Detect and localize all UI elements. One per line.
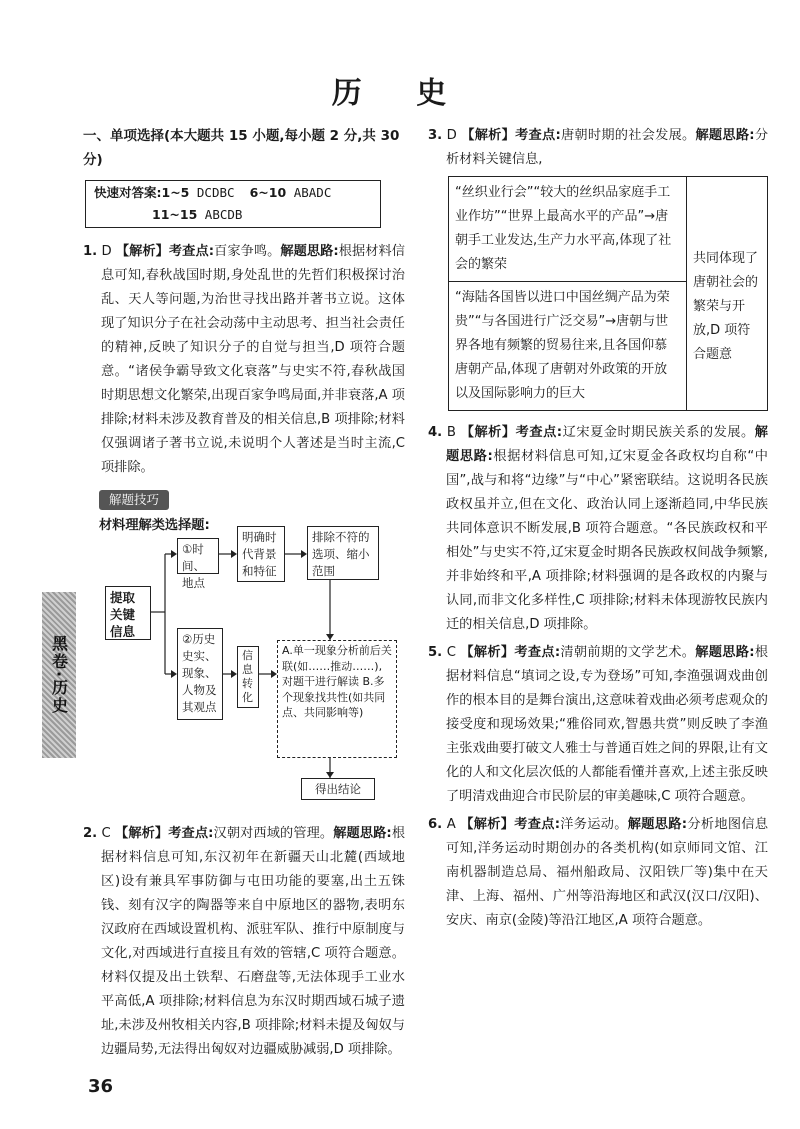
flow-diagram xyxy=(105,530,405,822)
history-facts-box: ②历史史实、现象、人物及其观点 xyxy=(177,628,223,720)
quick-answer-line-2: 11~15 ABCDB xyxy=(152,207,243,222)
table-cell-merged: 共同体现了唐朝社会的繁荣与开放,D 项符合题意 xyxy=(693,251,759,362)
table-cell-row-2: “海陆各国皆以进口中国丝绸产品为荣贵”“与各国进行广泛交易”→唐朝与世界各地有频繁的贸易往来,且各国仰慕唐朝产品,体现了唐朝对外政策的开放以及国际影响力的巨大 xyxy=(449,282,687,410)
right-column xyxy=(428,124,768,937)
question-4: 4. B 【解析】考查点:辽宋夏金时期民族关系的发展。解题思路:根据材料信息可知,辽宋夏金各政权均自称“中国”,战与和将“边缘”与“中心”紧密联结。这说明各民族政权虽并立,但在文化、政治认同上逐渐趋同,中华民族共同体意识不断发展,B 项符合题意。“各民族政权和平相处”与史实不符,辽宋夏金时期各民族政权间战争频繁,并非始终和平,A 项排除;材料强调的是各政权的内聚与认同,而非文化多样性,C 项排除;材料未体现游牧民族内迁的相关信息,D 项排除。 xyxy=(428,425,768,632)
extract-key-info-box: 提取关键信息 xyxy=(105,586,151,640)
analysis-methods-box: A.单一现象分析前后关联(如……推动……),对题干进行解读 B.多个现象找共性(如共同点、共同影响等) xyxy=(277,640,397,758)
page-title: 历 史 xyxy=(331,76,469,111)
question-5: 5. C 【解析】考查点:清朝前期的文学艺术。解题思路:根据材料信息“填词之设,专为登场”可知,李渔强调戏曲创作的根本目的是舞台演出,这意味着戏曲必须考虑观众的接受度和现场效果;“雅俗同欢,智愚共赏”则反映了李渔主张戏曲要打破文人雅士与普通百姓之间的界限,让有文化的人和文化层次低的人都能看懂并喜欢,上述主张反映了明清戏曲迎合市民阶层的审美趣味,C 项符合题意。 xyxy=(428,645,769,804)
clarify-era-box: 明确时代背景和特征 xyxy=(237,526,285,582)
time-place-box: ①时间、地点 xyxy=(177,538,219,574)
quick-answer-box xyxy=(85,180,381,228)
question-2: 2. C 【解析】考查点:汉朝对西域的管理。解题思路:根据材料信息可知,东汉初年在新疆天山北麓(西域地区)设有兼具军事防御与屯田功能的要塞,出土五铢钱、刻有汉字的陶器等来自中原地区的器物,表明东汉政府在西域设置机构、派驻军队、推行中原制度与文化,对西域进行直接且有效的管辖,C 项符合题意。材料仅提及出土铁犁、石磨盘等,无法体现手工业水平高低,A 项排除;材料信息为东汉时期西域石城子遗址,未涉及州牧相关内容,B 项排除;材料未提及匈奴与边疆局势,无法得出匈奴对边疆威胁减弱,D 项排除。 xyxy=(83,826,406,1057)
analysis-table xyxy=(448,176,768,411)
section-heading: 一、单项选择(本大题共 15 小题,每小题 2 分,共 30 分) xyxy=(83,128,400,168)
info-convert-box: 信息转化 xyxy=(237,646,259,708)
side-tab-label: 黑卷·历史 xyxy=(49,634,69,716)
question-1: 1. D 【解析】考查点:百家争鸣。解题思路:根据材料信息可知,春秋战国时期,身处乱世的先哲们积极探讨治乱、天人等问题,为治世寻找出路并著书立说。这体现了知识分子在社会动荡中主动思考、担当社会责任的精神,反映了知识分子的自觉与担当,D 项符合题意。“诸侯争霸导致文化衰落”与史实不符,春秋战国时期思想文化繁荣,出现百家争鸣局面,并非衰落,A 项排除;材料未涉及教育普及的相关信息,B 项排除;材料仅强调诸子著书立说,未说明个人著述是当时主流,C 项排除。 xyxy=(83,244,405,475)
draw-conclusion-box: 得出结论 xyxy=(301,778,375,800)
tip-title: 材料理解类选择题: xyxy=(99,518,210,533)
left-column xyxy=(83,124,405,1066)
table-cell-row-1: “丝织业行会”“较大的丝织品家庭手工业作坊”“世界上最高水平的产品”→唐朝手工业发达,生产力水平高,体现了社会的繁荣 xyxy=(449,177,687,282)
question-6: 6. A 【解析】考查点:洋务运动。解题思路:分析地图信息可知,洋务运动时期创办的各类机构(如京师同文馆、江南机器制造总局、福州船政局、汉阳铁厂等)集中在天津、上海、福州、广州等沿海地区和武汉(汉口/汉阳)、安庆、南京(金陵)等沿江地区,A 项符合题意。 xyxy=(428,817,769,928)
quick-answer-line-1: 快速对答案:1~5 DCDBC 6~10 ABADC xyxy=(94,185,332,200)
page-number: 36 xyxy=(88,1076,114,1097)
tip-badge: 解题技巧 xyxy=(99,490,169,510)
exclude-options-box: 排除不符的选项、缩小范围 xyxy=(307,526,379,580)
side-tab xyxy=(42,592,76,758)
question-3: 3. D 【解析】考查点:唐朝时期的社会发展。解题思路:分析材料关键信息, xyxy=(428,128,769,167)
